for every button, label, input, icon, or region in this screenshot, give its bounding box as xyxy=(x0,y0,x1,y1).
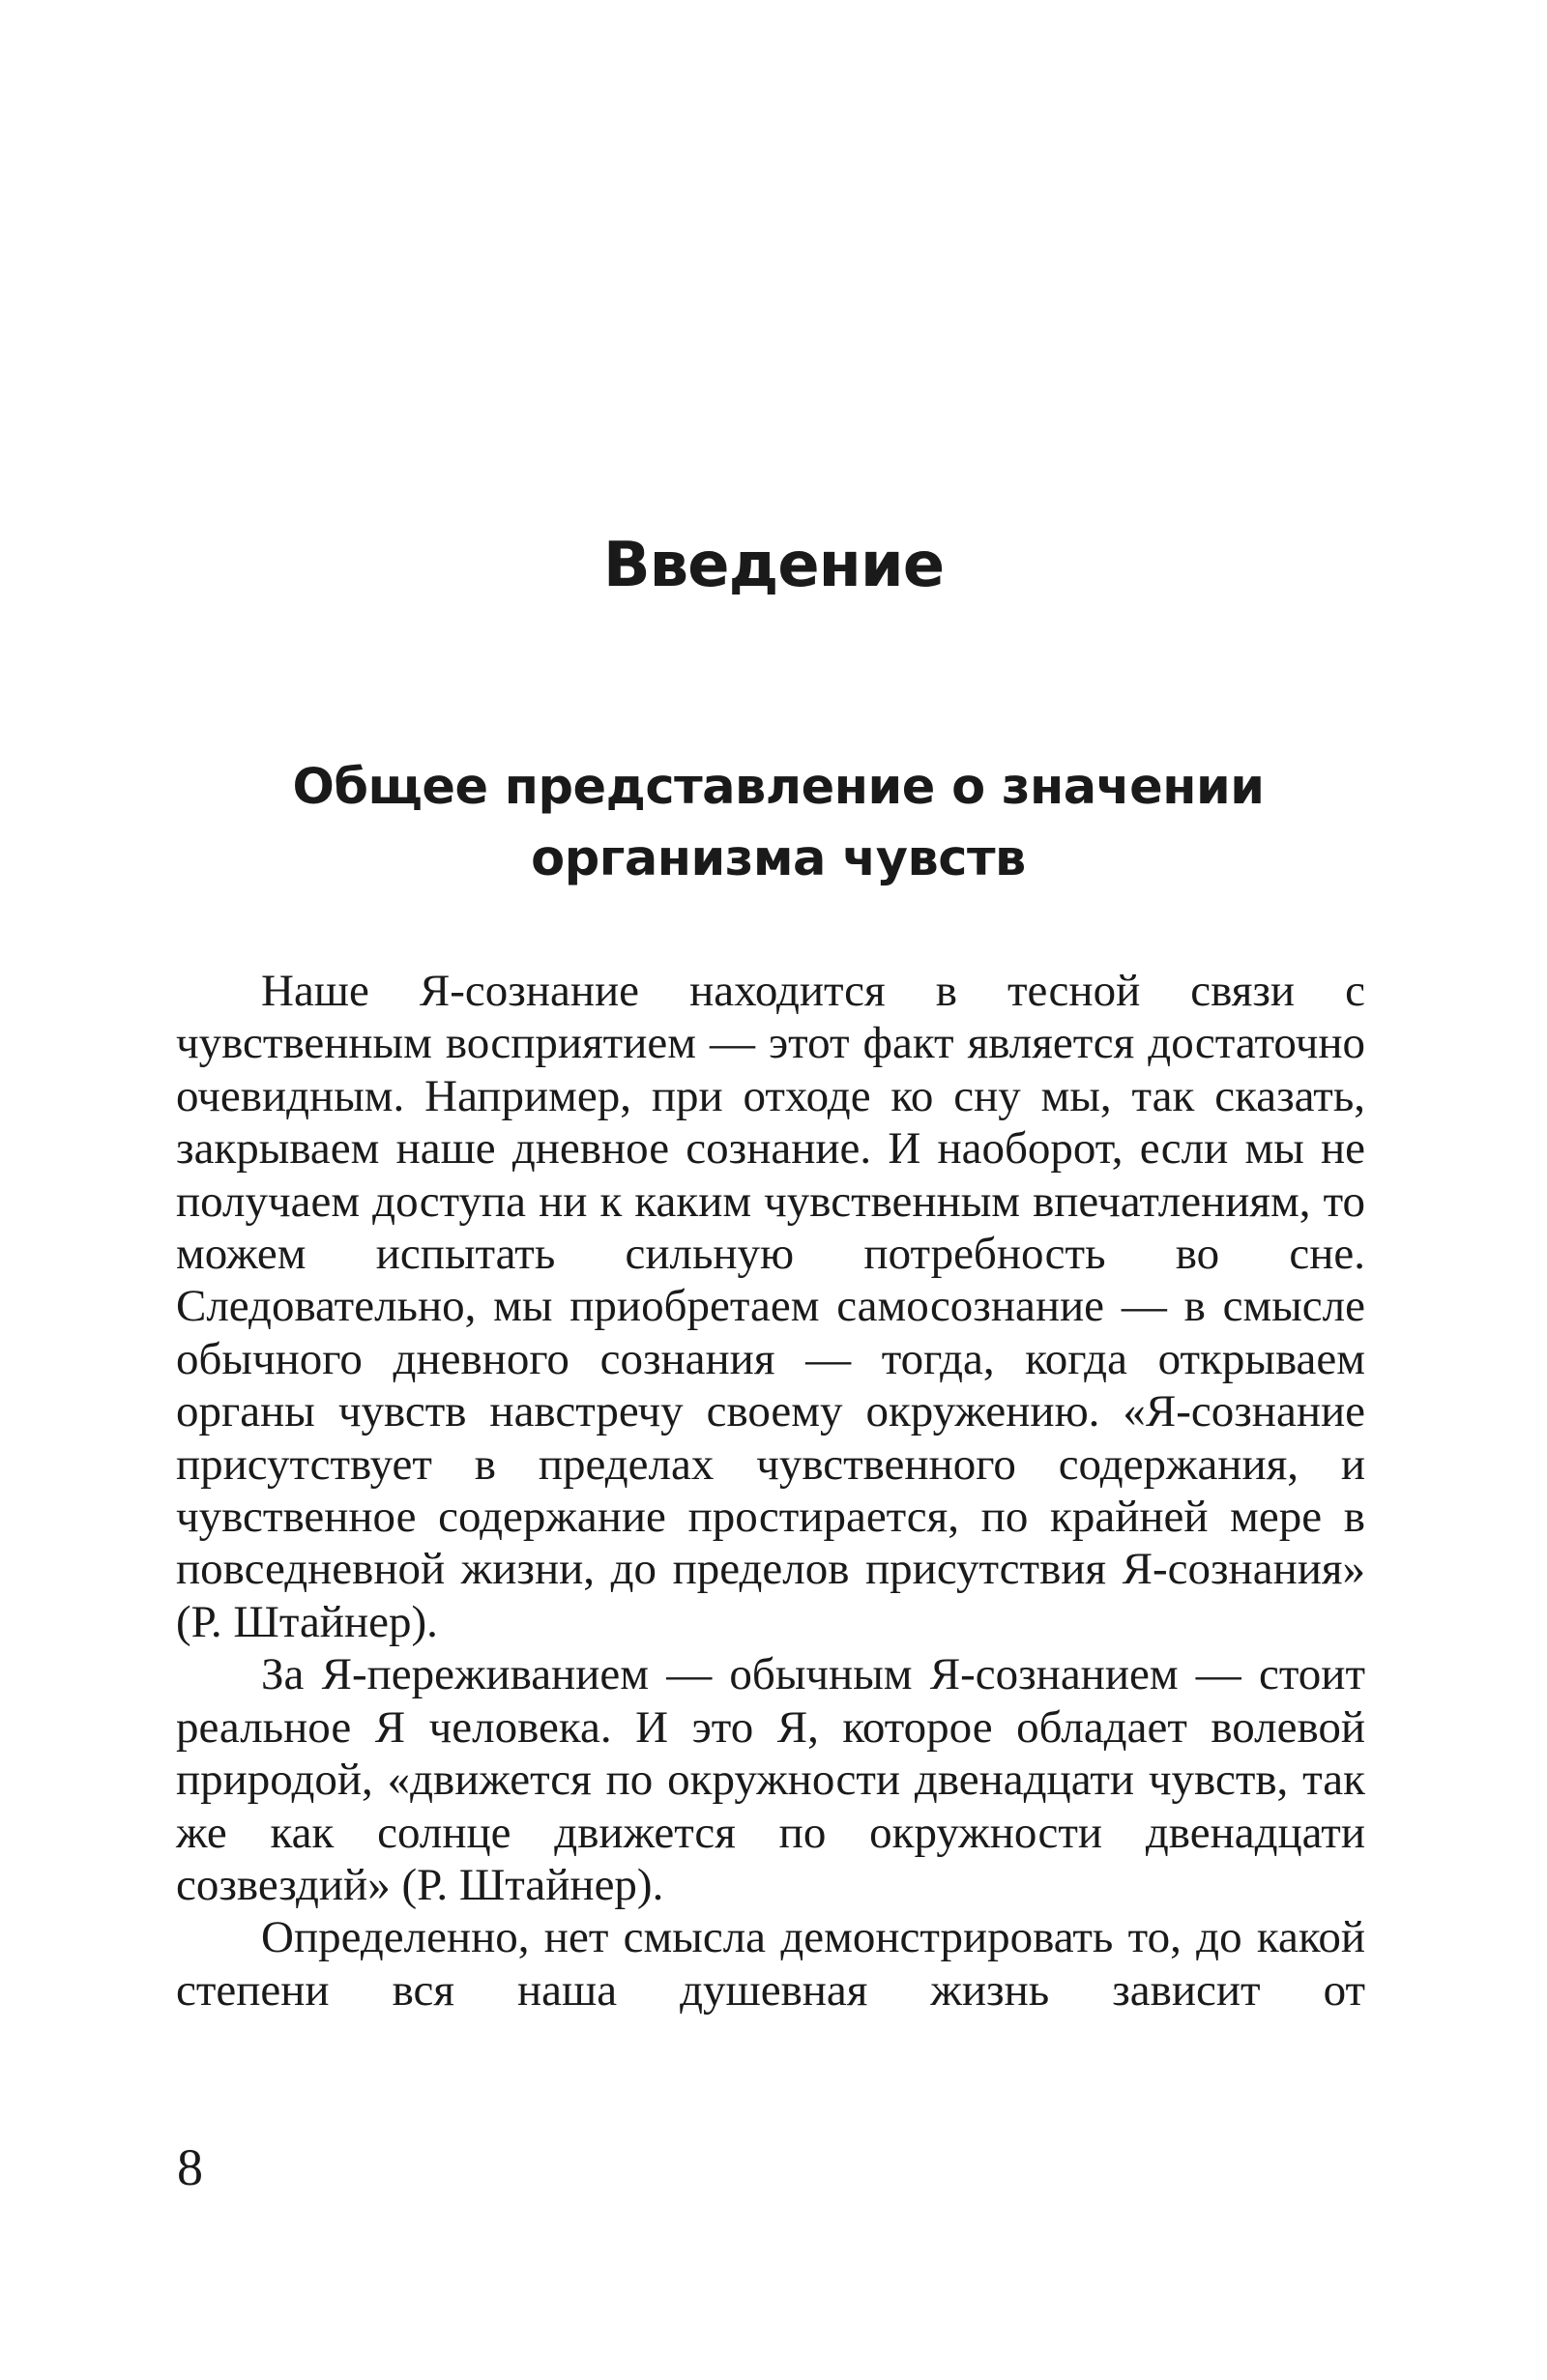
paragraph-2: За Я-переживанием — обычным Я-сознанием — стоит реальное Я человека. И это Я, которое обладает волевой природой, «движется по окружности двенадцати чувств, так же как солнце движется по окружности двенадцати созвездий» (Р. Штайнер). xyxy=(176,1649,1365,1910)
body-text xyxy=(176,965,1365,2017)
paragraph-1: Наше Я-сознание находится в тесной связи с чувственным восприятием — этот факт является достаточно очевидным. Например, при отходе ко сну мы, так сказать, закрываем наше дневное сознание. И наоборот, если мы не получаем доступа ни к каким чувственным впечатлениям, то можем испытать сильную потребность во сне. Следовательно, мы приобретаем самосознание — в смысле обычного дневного сознания — тогда, когда открываем органы чувств навстречу своему окружению. «Я-сознание присутствует в пределах чувственного содержания, и чувственное содержание простирается, по крайней мере в повседневной жизни, до пределов присутствия Я-сознания» (Р. Штайнер). xyxy=(176,966,1365,1647)
paragraph-3: Определенно, нет смысла демонстрировать то, до какой степени вся наша душевная жизнь зависит от xyxy=(176,1912,1365,2016)
page-number: 8 xyxy=(177,2138,203,2196)
chapter-title: Введение xyxy=(602,530,945,601)
section-title-line-1: Общее представление о значении xyxy=(292,759,1265,816)
section-title-line-2: организма чувств xyxy=(531,830,1026,887)
section-title xyxy=(222,752,1334,895)
